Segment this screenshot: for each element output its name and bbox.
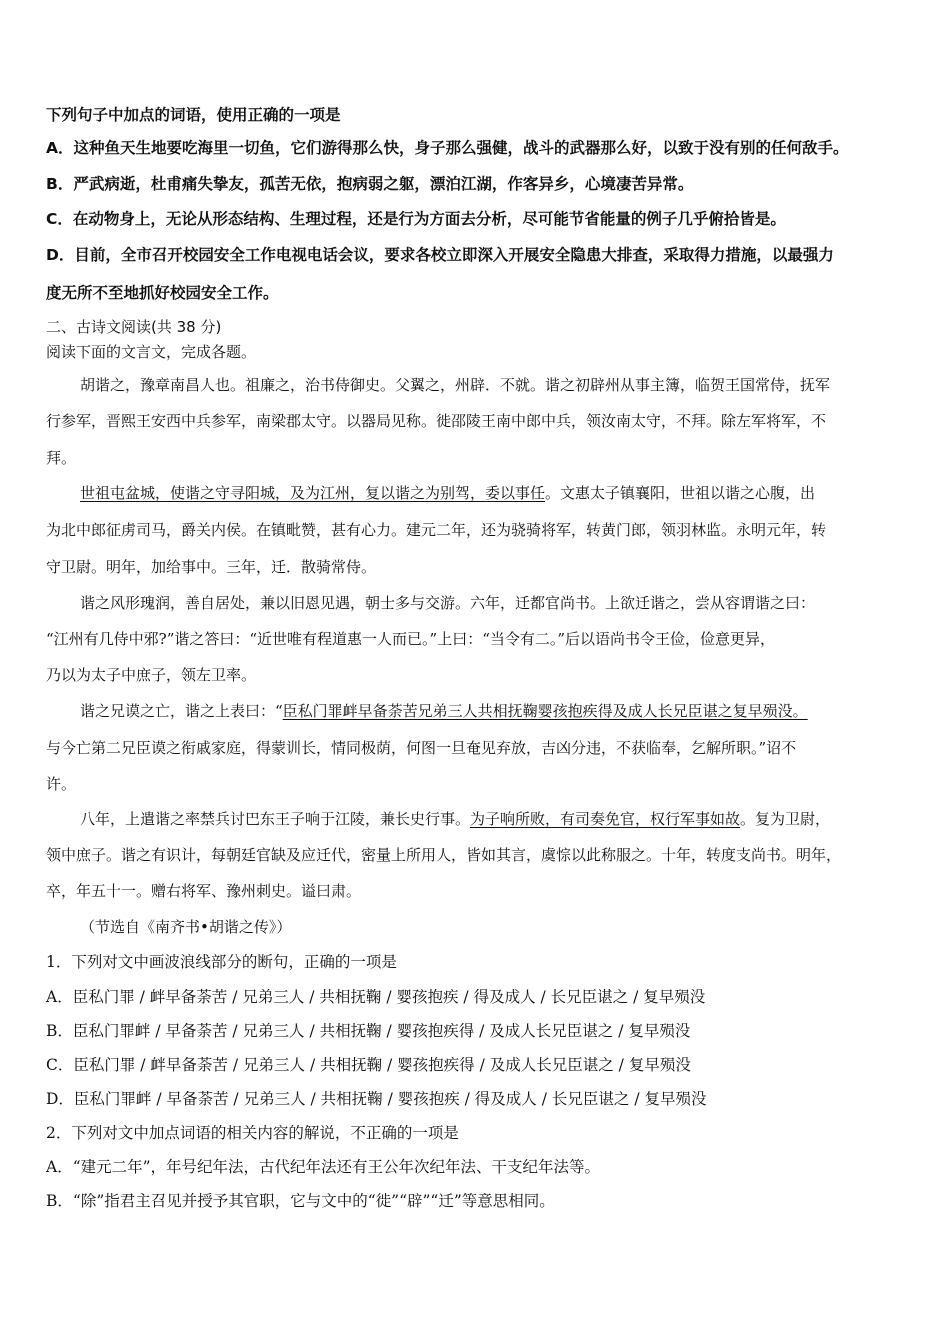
passage-p5-line2: 领中庶子。谐之有识计，每朝廷官缺及应迁代，密量上所用人，皆如其言，虞悰以此称服之。十年，转度支尚书。明年，: [46, 846, 842, 864]
q2-stem: 2．下列对文中加点词语的相关内容的解说，不正确的一项是: [46, 1124, 459, 1142]
passage-p3-line3: 乃以为太子中庶子，领左卫率。: [46, 666, 257, 684]
passage-p1-line2: 行参军，晋熙王安西中兵参军，南梁郡太守。以器局见称。徙邵陵王南中郎中兵，领汝南太守，不拜。除左军将军，不: [46, 412, 827, 430]
usage-option-c: C．在动物身上，无论从形态结构、生理过程，还是行为方面去分析，尽可能节省能量的例子几乎俯拾皆是。: [46, 210, 786, 228]
passage-source: （节选自《南齐书•胡谐之传》）: [80, 918, 292, 936]
q1-option-c: C．臣私门罪 / 衅早备荼苦 / 兄弟三人 / 共相抚鞠 / 婴孩抱疾得 / 及成人长兄臣谌之 / 复早殒没: [46, 1056, 691, 1074]
passage-p4-line2: 与今亡第二兄臣谟之衔戚家庭，得蒙训长，情同极荫，何图一旦奄见弃放，吉凶分违，不获临奉，乞解所职。”诏不: [46, 739, 797, 757]
q1-option-b: B．臣私门罪衅 / 早备荼苦 / 兄弟三人 / 共相抚鞠 / 婴孩抱疾得 / 及成人长兄臣谌之 / 复早殒没: [46, 1022, 691, 1040]
q1-option-a: A．臣私门罪 / 衅早备荼苦 / 兄弟三人 / 共相抚鞠 / 婴孩抱疾 / 得及成人 / 长兄臣谌之 / 复早殒没: [46, 988, 706, 1006]
wavy-underlined-text: 臣私门罪衅早备荼苦兄弟三人共相抚鞠婴孩抱疾得及成人长兄臣谌之复早殒没。: [282, 702, 808, 720]
passage-p4-line3: 许。: [46, 775, 77, 793]
usage-option-a: A．这种鱼天生地要吃海里一切鱼，它们游得那么快，身子那么强健，战斗的武器那么好，以致于没有别的任何敌手。: [46, 139, 849, 157]
section-heading: 二、古诗文阅读(共 38 分): [46, 318, 222, 336]
passage-p5-line1: 八年，上遣谐之率禁兵讨巴东王子响于江陵，兼长史行事。为子响所败，有司奏免官，权行军事如故。复为卫尉，: [80, 810, 831, 828]
passage-p2-line2: 为北中郎征虏司马，爵关内侯。在镇毗赞，甚有心力。建元二年，还为骁骑将军，转黄门郎，领羽林监。永明元年，转: [46, 521, 827, 539]
q1-option-d: D．臣私门罪衅 / 早备荼苦 / 兄弟三人 / 共相抚鞠 / 婴孩抱疾 / 得及成人 / 长兄臣谌之 / 复早殒没: [46, 1090, 707, 1108]
usage-option-d-line2: 度无所不至地抓好校园安全工作。: [46, 284, 279, 302]
passage-p5-line3: 卒，年五十一。赠右将军、豫州刺史。谥曰肃。: [46, 882, 362, 900]
passage-p1-line1: 胡谐之，豫章南昌人也。祖廉之，治书侍御史。父翼之，州辟．不就。谐之初辟州从事主簿，临贺王国常侍，抚军: [80, 376, 831, 394]
passage-p1-line3: 拜。: [46, 449, 77, 467]
passage-p3-line2: “江州有几侍中邪?”谐之答曰：“近世唯有程道惠一人而已。”上曰：“当令有二。”后以语尚书令王俭，俭意更异，: [46, 630, 776, 648]
passage-p3-line1: 谐之风形瑰润，善自居处，兼以旧恩见遇，朝士多与交游。六年，迁都官尚书。上欲迁谐之，尝从容谓谐之曰：: [80, 594, 816, 612]
passage-p2-line1: 世祖屯盆城，使谐之守寻阳城，及为江州，复以谐之为别驾，委以事任。文惠太子镇襄阳，世祖以谐之心腹，出: [80, 484, 816, 502]
usage-option-d-line1: D．目前，全市召开校园安全工作电视电话会议，要求各校立即深入开展安全隐患大排查，采取得力措施，以最强力: [46, 246, 834, 264]
usage-question-stem: 下列句子中加点的词语，使用正确的一项是: [46, 106, 341, 124]
q2-option-b: B．“除”指君主召见并授予其官职，它与文中的“徙”“辟”“迁”等意思相同。: [46, 1192, 555, 1210]
passage-p2-line3: 守卫尉。明年，加给事中。三年，迁．散骑常侍。: [46, 558, 377, 576]
section-instruction: 阅读下面的文言文，完成各题。: [46, 343, 257, 361]
underlined-sentence: 为子响所败，有司奏免官，权行军事如故: [470, 810, 741, 828]
passage-p4-line1: 谐之兄谟之亡，谐之上表曰：“臣私门罪衅早备荼苦兄弟三人共相抚鞠婴孩抱疾得及成人长兄臣谌之复早殒没。: [80, 702, 808, 720]
q2-option-a: A．“建元二年”，年号纪年法，古代纪年法还有王公年次纪年法、干支纪年法等。: [46, 1158, 601, 1176]
usage-option-b: B．严武病逝，杜甫痛失挚友，孤苦无依，抱病弱之躯，漂泊江湖，作客异乡，心境凄苦异常。: [46, 175, 694, 193]
q1-stem: 1．下列对文中画波浪线部分的断句，正确的一项是: [46, 953, 397, 971]
wavy-underlined-text: 世祖屯盆城，使谐之守寻阳城，及为江州，复以谐之为别驾，委以事任: [80, 484, 546, 502]
